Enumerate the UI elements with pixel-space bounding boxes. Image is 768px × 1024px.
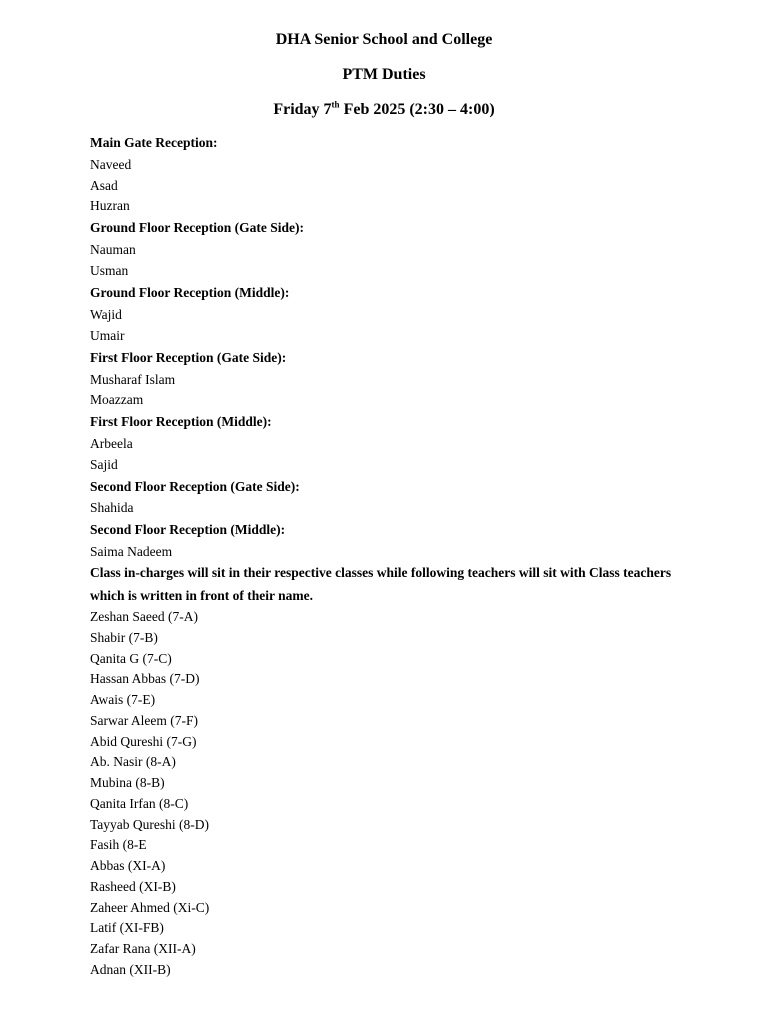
teacher-assignment: Abbas (XI-A) (90, 858, 166, 873)
duty-name: Wajid (90, 307, 122, 322)
section-heading-ground-middle: Ground Floor Reception (Middle): (90, 285, 290, 300)
teacher-assignment: Qanita G (7-C) (90, 651, 172, 666)
section-heading-ground-gate: Ground Floor Reception (Gate Side): (90, 220, 304, 235)
duty-name: Umair (90, 328, 125, 343)
duty-name: Usman (90, 263, 129, 278)
duty-name: Shahida (90, 500, 134, 515)
teacher-assignment: Mubina (8-B) (90, 775, 165, 790)
class-incharge-note: Class in-charges will sit in their respective classes while following teachers will sit with Class teachers which is written in front of their name. (90, 565, 672, 603)
teacher-assignment: Abid Qureshi (7-G) (90, 734, 197, 749)
duty-name: Nauman (90, 242, 136, 257)
duty-name: Musharaf Islam (90, 372, 176, 387)
duty-name: Naveed (90, 157, 132, 172)
teacher-assignment: Adnan (XII-B) (90, 962, 171, 977)
duty-name: Huzran (90, 198, 130, 213)
section-heading-second-middle: Second Floor Reception (Middle): (90, 522, 286, 537)
teacher-assignment: Zeshan Saeed (7-A) (90, 609, 198, 624)
duty-name: Saima Nadeem (90, 544, 173, 559)
section-heading-first-middle: First Floor Reception (Middle): (90, 414, 272, 429)
teacher-assignment: Zaheer Ahmed (Xi-C) (90, 900, 210, 915)
event-date-ordinal: th (331, 99, 340, 110)
teacher-assignment: Shabir (7-B) (90, 630, 158, 645)
teacher-assignment: Awais (7-E) (90, 692, 156, 707)
duty-name: Asad (90, 178, 118, 193)
teacher-assignment: Qanita Irfan (8-C) (90, 796, 189, 811)
school-title: DHA Senior School and College (275, 31, 493, 48)
teacher-assignment: Latif (XI-FB) (90, 920, 164, 935)
section-heading-second-gate: Second Floor Reception (Gate Side): (90, 479, 300, 494)
duty-name: Moazzam (90, 392, 144, 407)
teacher-assignment: Ab. Nasir (8-A) (90, 754, 176, 769)
document-subtitle: PTM Duties (342, 66, 426, 83)
section-heading-first-gate: First Floor Reception (Gate Side): (90, 350, 287, 365)
event-date-prefix: Friday 7 (273, 101, 332, 118)
teacher-assignment: Hassan Abbas (7-D) (90, 671, 200, 686)
event-date-suffix: Feb 2025 (2:30 – 4:00) (339, 101, 495, 118)
duty-name: Sajid (90, 457, 118, 472)
teacher-assignment: Sarwar Aleem (7-F) (90, 713, 198, 728)
teacher-assignment: Zafar Rana (XII-A) (90, 941, 196, 956)
event-date (0, 100, 768, 120)
teacher-assignment: Fasih (8-E (90, 837, 147, 852)
teacher-assignment: Rasheed (XI-B) (90, 879, 176, 894)
duty-name: Arbeela (90, 436, 133, 451)
section-heading-main-gate: Main Gate Reception: (90, 135, 218, 150)
teacher-assignment: Tayyab Qureshi (8-D) (90, 817, 210, 832)
